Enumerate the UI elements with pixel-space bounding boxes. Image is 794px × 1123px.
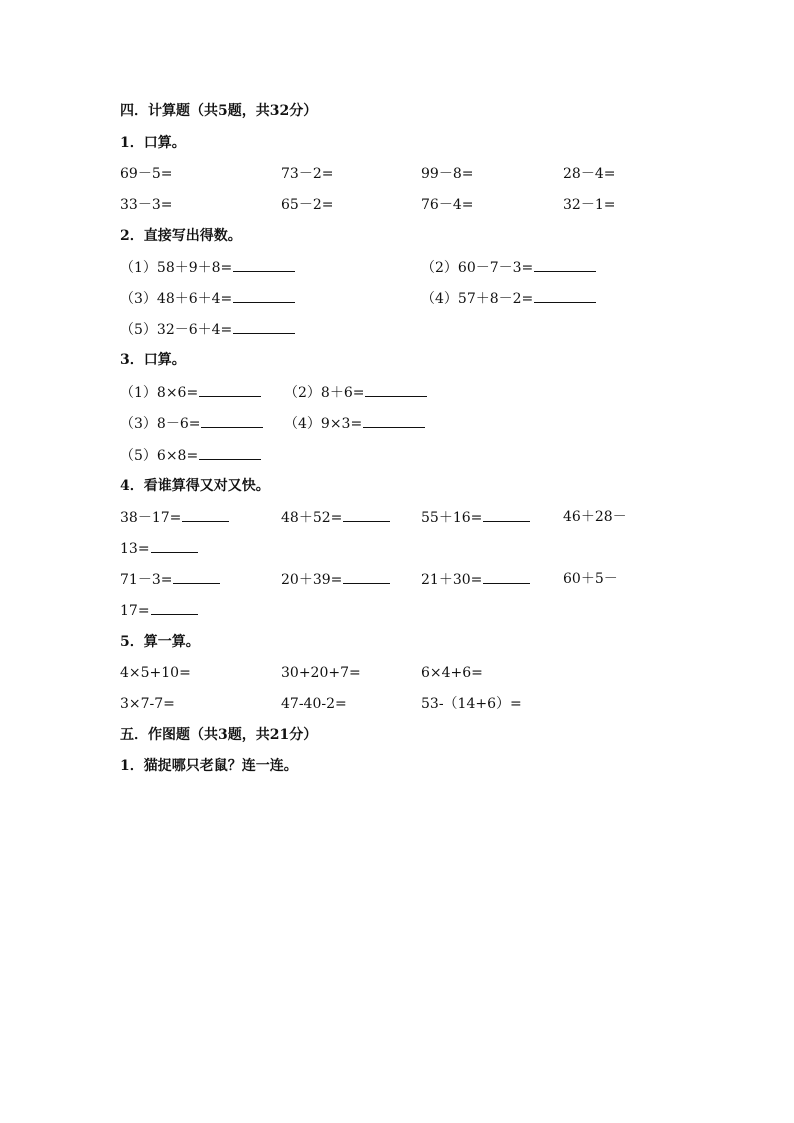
answer-blank[interactable] (534, 257, 596, 272)
problem: （1）8×6= (120, 382, 261, 403)
q1-row-1 (0, 164, 794, 184)
q4-row-2-wrap (0, 600, 794, 620)
q5-row-2 (0, 694, 794, 714)
problem: 48＋52= (281, 507, 390, 528)
problem: 28－4= (563, 166, 616, 182)
problem: 65－2= (281, 197, 334, 213)
problem: 46＋28－ (563, 509, 627, 525)
problem: 71－3= (120, 569, 220, 590)
problem: 3×7-7= (120, 696, 175, 712)
problem: 6×4+6= (421, 665, 483, 681)
answer-blank[interactable] (233, 288, 295, 303)
q4-row-2 (0, 569, 794, 589)
q2-row-1 (0, 257, 794, 277)
q4-row-1-wrap (0, 538, 794, 558)
problem: 30+20+7= (281, 665, 361, 681)
answer-blank[interactable] (363, 413, 425, 428)
answer-blank[interactable] (483, 507, 530, 522)
problem: （4）9×3= (284, 413, 425, 434)
problem: 60＋5－ (563, 571, 618, 587)
problem: 21＋30= (421, 569, 530, 590)
q2-row-3 (0, 319, 794, 339)
problem: 13= (120, 538, 198, 559)
problem: 4×5+10= (120, 665, 191, 681)
problem: 99－8= (421, 166, 474, 182)
answer-blank[interactable] (534, 288, 596, 303)
answer-blank[interactable] (365, 382, 427, 397)
q1-title: 1．口算。 (120, 135, 186, 151)
q2-row-2 (0, 288, 794, 308)
answer-blank[interactable] (182, 507, 229, 522)
problem: 32－1= (563, 197, 616, 213)
problem: （5）32－6＋4= (120, 319, 295, 340)
q4-title: 4．看谁算得又对又快。 (120, 478, 270, 494)
q3-title: 3．口算。 (120, 352, 186, 368)
answer-blank[interactable] (343, 507, 390, 522)
answer-blank[interactable] (343, 569, 390, 584)
q3-row-2 (0, 413, 794, 433)
section-5-title: 五．作图题（共3题，共21分） (120, 727, 318, 743)
q3-row-1 (0, 382, 794, 402)
q3-row-3 (0, 445, 794, 465)
problem: 53-（14+6）= (421, 696, 522, 712)
q1-row-2 (0, 195, 794, 215)
problem: （5）6×8= (120, 445, 261, 466)
problem: 17= (120, 600, 198, 621)
answer-blank[interactable] (233, 319, 295, 334)
q4-row-1 (0, 507, 794, 527)
q5-title: 5．算一算。 (120, 634, 200, 650)
answer-blank[interactable] (199, 445, 261, 460)
section-5-q1-title: 1．猫捉哪只老鼠？连一连。 (120, 758, 298, 774)
answer-blank[interactable] (233, 257, 295, 272)
problem: 20＋39= (281, 569, 390, 590)
problem: 38－17= (120, 507, 229, 528)
problem: （3）8－6= (120, 413, 263, 434)
problem: 55＋16= (421, 507, 530, 528)
answer-blank[interactable] (151, 538, 198, 553)
answer-blank[interactable] (201, 413, 263, 428)
section-4-title: 四．计算题（共5题，共32分） (120, 103, 318, 119)
answer-blank[interactable] (199, 382, 261, 397)
problem: 47-40-2= (281, 696, 347, 712)
answer-blank[interactable] (173, 569, 220, 584)
answer-blank[interactable] (151, 600, 198, 615)
problem: 76－4= (421, 197, 474, 213)
problem: （1）58＋9＋8= (120, 257, 295, 278)
problem: （4）57＋8－2= (421, 288, 596, 309)
q5-row-1 (0, 663, 794, 683)
q2-title: 2．直接写出得数。 (120, 228, 242, 244)
problem: 73－2= (281, 166, 334, 182)
problem: 33－3= (120, 197, 173, 213)
problem: （2）60－7－3= (421, 257, 596, 278)
answer-blank[interactable] (483, 569, 530, 584)
problem: （3）48＋6＋4= (120, 288, 295, 309)
problem: （2）8＋6= (284, 382, 427, 403)
problem: 69－5= (120, 166, 173, 182)
